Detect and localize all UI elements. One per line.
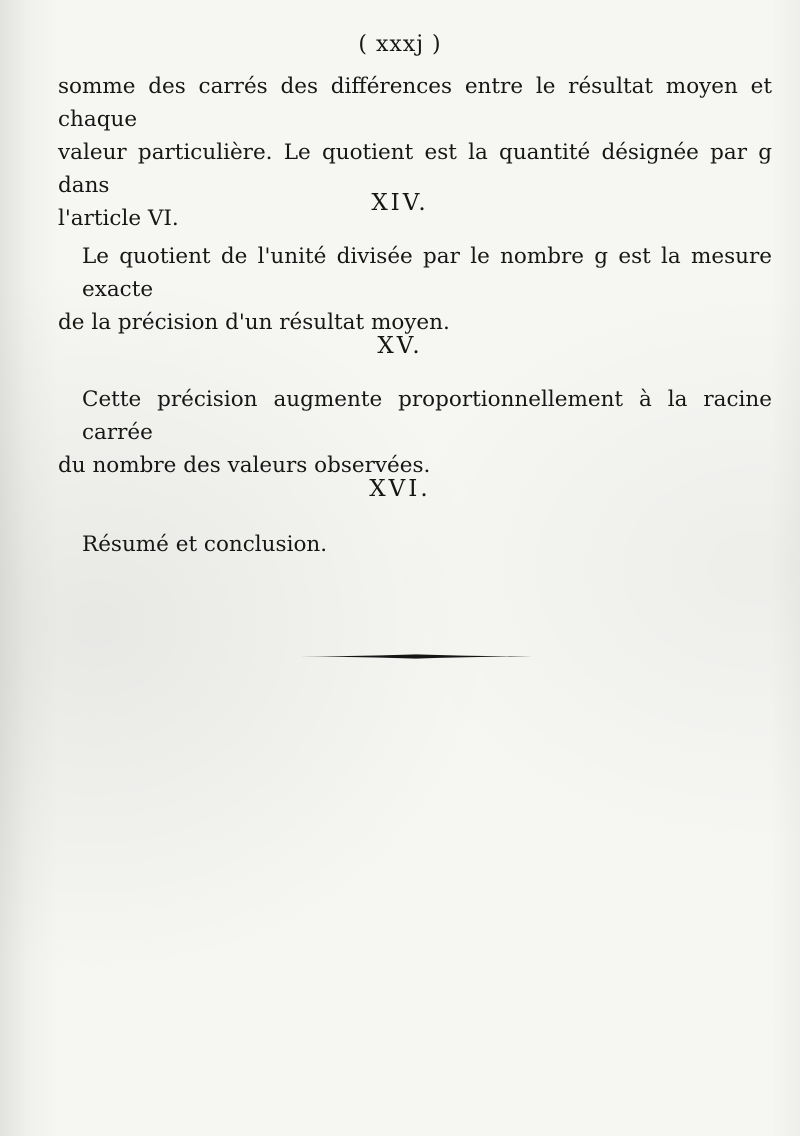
paragraph-line: du nombre des valeurs observées. — [58, 453, 431, 478]
paragraph-xiv — [58, 240, 772, 339]
paragraph-xv — [58, 383, 772, 482]
paragraph-xvi — [58, 528, 772, 561]
section-heading-xvi: XVI. — [369, 476, 431, 502]
paragraph-line: Résumé et conclusion. — [82, 532, 328, 557]
paragraph-line: l'article VI. — [58, 206, 179, 231]
end-rule — [300, 654, 533, 659]
paragraph-line: somme des carrés des différences entre le résultat moyen et chaque — [58, 74, 772, 132]
paragraph-line: valeur particulière. Le quotient est la quantité désignée par g dans — [58, 140, 772, 198]
paragraph-line: Le quotient de l'unité divisée par le nombre g est la mesure exacte — [82, 244, 772, 302]
page-header: ( xxxj ) — [358, 32, 442, 57]
section-heading-xiv: XIV. — [371, 190, 429, 216]
paragraph-line: de la précision d'un résultat moyen. — [58, 310, 450, 335]
paragraph-line: Cette précision augmente proportionnellement à la racine carrée — [82, 387, 772, 445]
section-heading-xv: XV. — [377, 333, 423, 359]
